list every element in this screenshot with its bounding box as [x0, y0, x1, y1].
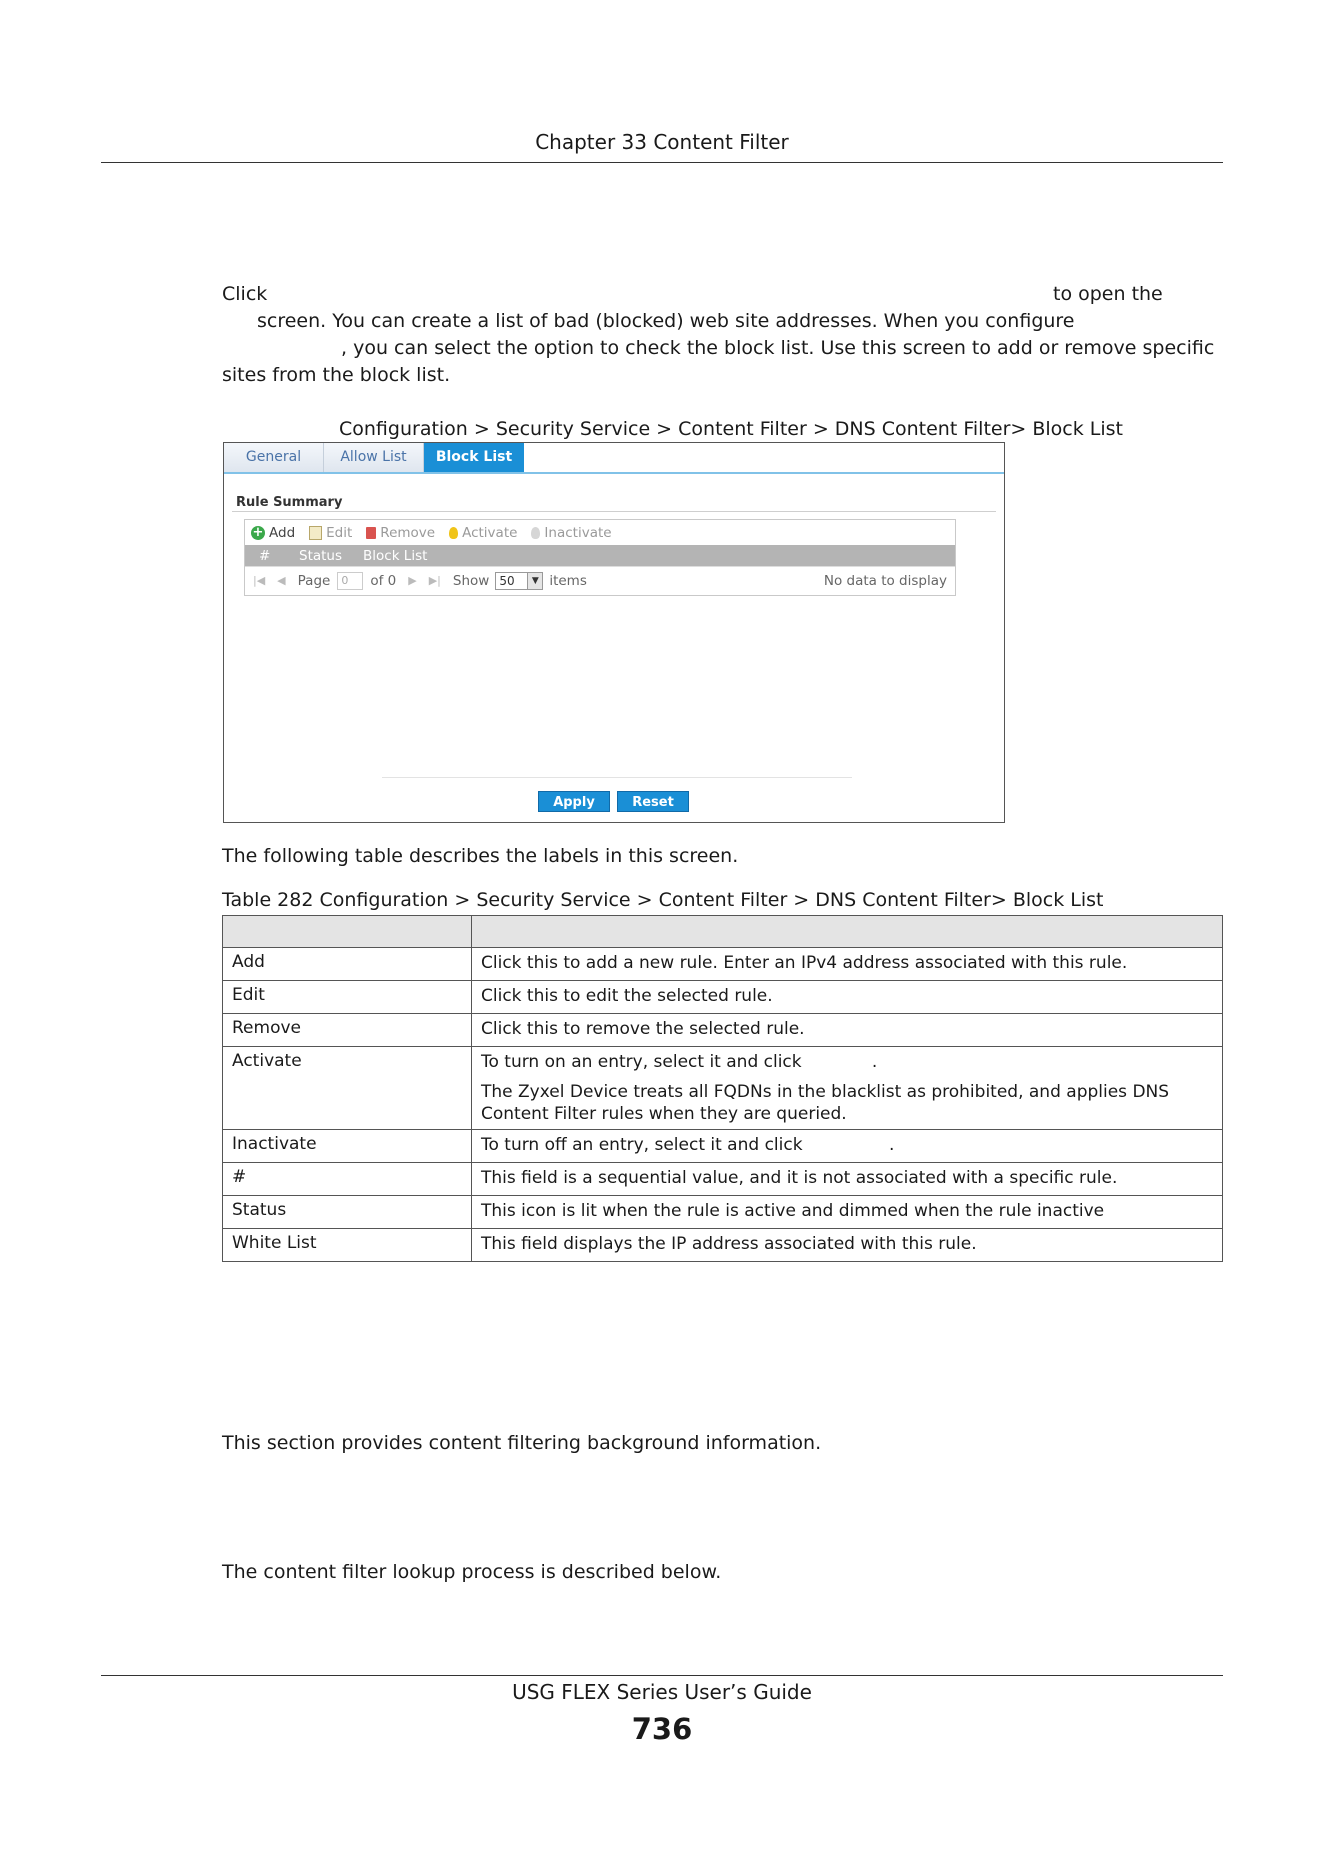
row-description-text: The Zyxel Device treats all FQDNs in the blacklist as prohibited, and applies DNS Content Filter rules when they are queried. [481, 1082, 1170, 1124]
remove-label: Remove [380, 524, 436, 541]
row-label: White List [223, 1229, 472, 1262]
row-description-text: This field displays the IP address associated with this rule. [481, 1234, 977, 1254]
rule-grid [244, 519, 956, 596]
prev-page-icon[interactable]: ◀ [277, 574, 286, 587]
tab-general[interactable]: General [224, 443, 324, 472]
row-description [472, 948, 1223, 981]
lightbulb-on-icon [449, 527, 458, 539]
block-list-screenshot [223, 442, 1005, 823]
table-row [223, 1196, 1223, 1229]
add-icon: + [252, 524, 264, 540]
row-description-text: Click this to add a new rule. Enter an IPv4 address associated with this rule. [481, 953, 1128, 973]
chapter-header: Chapter 33 Content Filter [535, 130, 789, 154]
page-size-value: 50 [499, 573, 515, 588]
activate-button[interactable] [449, 525, 517, 541]
last-page-icon[interactable]: ▶| [428, 574, 441, 587]
no-data-message: No data to display [823, 572, 947, 589]
row-description [472, 1130, 1223, 1163]
table-header-label [223, 916, 472, 948]
row-label: Edit [223, 981, 472, 1014]
show-label: Show [452, 572, 490, 589]
reset-button[interactable]: Reset [617, 791, 689, 812]
lookup-text: The content filter lookup process is described below. [222, 1561, 722, 1583]
column-header-status[interactable]: Status [299, 547, 343, 564]
row-description [472, 1229, 1223, 1262]
row-label: Add [223, 948, 472, 981]
row-label: Status [223, 1196, 472, 1229]
table-intro: The following table describes the labels in this screen. [222, 845, 739, 867]
add-button[interactable] [251, 525, 295, 541]
inactivate-label: Inactivate [544, 524, 612, 541]
figure-caption: Configuration > Security Service > Content Filter > DNS Content Filter> Block List [339, 418, 1123, 440]
row-label: # [223, 1163, 472, 1196]
table-row [223, 1014, 1223, 1047]
button-divider [382, 777, 852, 778]
row-description-text: Click this to edit the selected rule. [481, 986, 773, 1006]
row-label: Inactivate [223, 1130, 472, 1163]
page-label: Page [297, 572, 331, 589]
apply-button[interactable]: Apply [538, 791, 610, 812]
trash-icon [366, 527, 376, 539]
table-row [223, 948, 1223, 981]
row-label: Activate [223, 1047, 472, 1130]
tab-block-list[interactable]: Block List [424, 443, 524, 472]
page-number: 736 [631, 1712, 693, 1746]
add-label: Add [269, 524, 296, 541]
rule-summary-label: Rule Summary [236, 495, 343, 510]
intro-line-1-start: Click [222, 283, 268, 305]
table-row [223, 981, 1223, 1014]
table-header-row [223, 916, 1223, 948]
intro-line-1-end: to open the [1053, 283, 1163, 305]
table-row [223, 1130, 1223, 1163]
section-text: This section provides content filtering background information. [222, 1432, 822, 1454]
page-size-select[interactable] [495, 572, 543, 590]
tab-allow-list[interactable]: Allow List [324, 443, 424, 472]
row-description-text: This icon is lit when the rule is active and dimmed when the rule inactive [481, 1201, 1105, 1221]
table-row [223, 1047, 1223, 1130]
row-description [472, 1014, 1223, 1047]
column-header-block-list[interactable]: Block List [363, 547, 428, 564]
remove-button[interactable] [366, 525, 435, 541]
label-description-table [222, 915, 1223, 1262]
items-label: items [549, 572, 587, 589]
page-input[interactable]: 0 [337, 572, 363, 590]
pager-bar [245, 566, 955, 594]
edit-icon [309, 526, 322, 540]
row-description-text: Click this to remove the selected rule. [481, 1019, 805, 1039]
row-description [472, 1163, 1223, 1196]
of-pages-label: of 0 [370, 572, 397, 589]
intro-line-3: , you can select the option to check the block list. Use this screen to add or remove specific [341, 337, 1215, 359]
row-description-text: To turn on an entry, select it and click . [481, 1052, 878, 1072]
row-label: Remove [223, 1014, 472, 1047]
footer-rule [101, 1675, 1223, 1676]
edit-button[interactable] [309, 525, 352, 541]
row-description-text: To turn off an entry, select it and click . [481, 1135, 895, 1155]
table-header-description [472, 916, 1223, 948]
guide-title: USG FLEX Series User’s Guide [512, 1680, 812, 1704]
lightbulb-off-icon [531, 527, 540, 539]
first-page-icon[interactable]: |◀ [253, 574, 266, 587]
table-caption: Table 282 Configuration > Security Service > Content Filter > DNS Content Filter> Block List [222, 889, 1104, 911]
row-description-text: This field is a sequential value, and it is not associated with a specific rule. [481, 1168, 1118, 1188]
header-rule [101, 162, 1223, 163]
row-description [472, 1047, 1223, 1130]
tab-underline [224, 472, 1004, 474]
row-description [472, 1196, 1223, 1229]
column-header-index[interactable]: # [259, 547, 271, 564]
grid-toolbar [245, 520, 955, 545]
section-divider [232, 511, 996, 512]
next-page-icon[interactable]: ▶ [408, 574, 417, 587]
column-header-row [245, 545, 955, 566]
table-row [223, 1229, 1223, 1262]
chevron-down-icon: ▼ [527, 573, 542, 589]
intro-line-2: screen. You can create a list of bad (blocked) web site addresses. When you configure [257, 310, 1075, 332]
edit-label: Edit [326, 524, 353, 541]
inactivate-button[interactable] [531, 525, 611, 541]
intro-line-4: sites from the block list. [222, 364, 451, 386]
table-row [223, 1163, 1223, 1196]
activate-label: Activate [462, 524, 518, 541]
tab-bar [224, 443, 524, 472]
row-description [472, 981, 1223, 1014]
